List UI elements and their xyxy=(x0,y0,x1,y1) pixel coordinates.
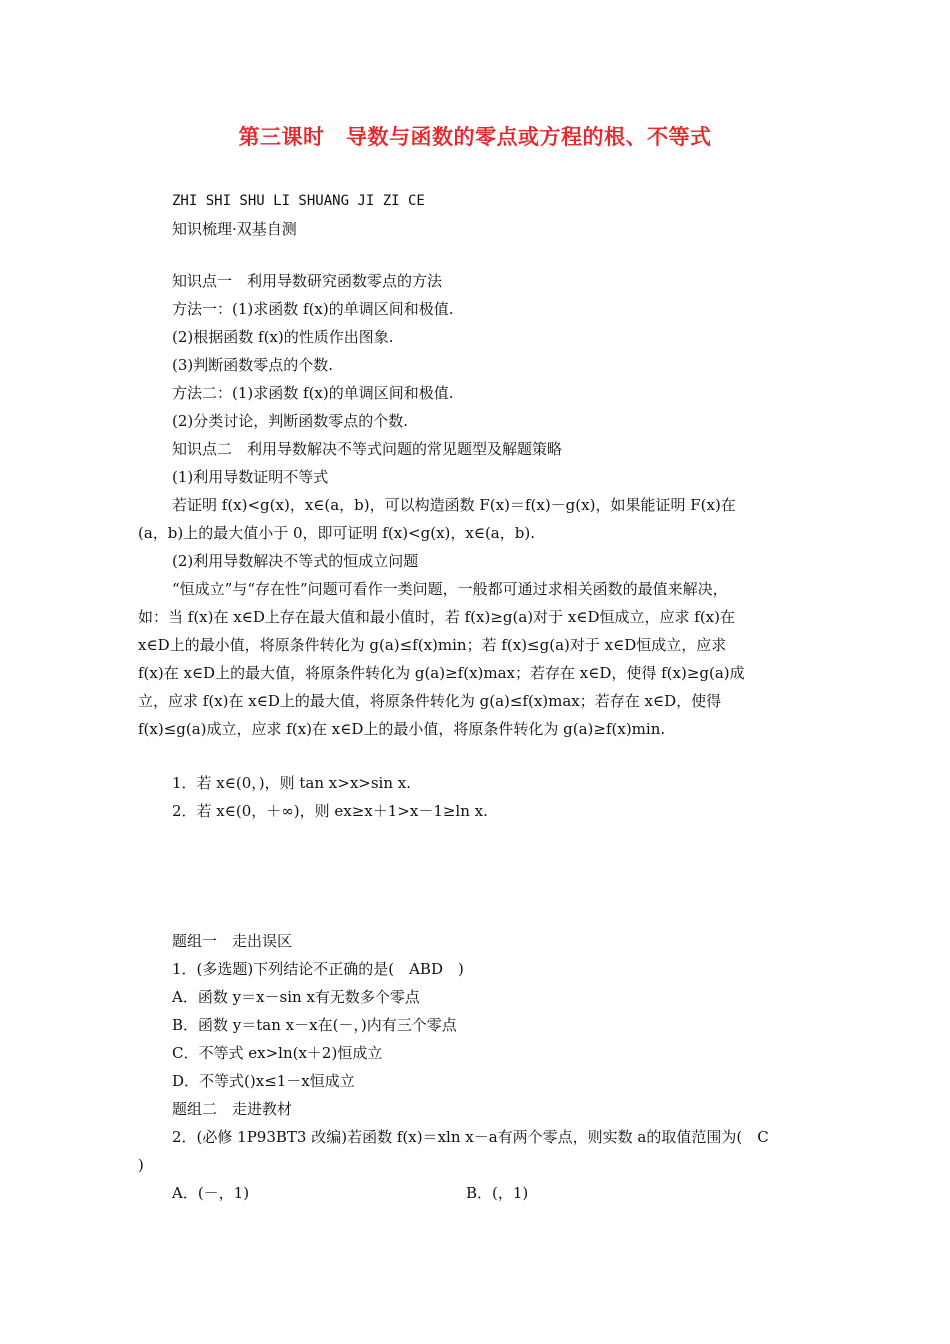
question-1: 1．(多选题)下列结论不正确的是( ABD ) xyxy=(172,960,464,978)
conclusion-2: 2．若 x∈(0，＋∞)，则 ex≥x＋1>x－1≥ln x. xyxy=(172,802,488,820)
kp2-para-2-line-5: 立，应求 f(x)在 x∈D上的最大值，将原条件转化为 g(a)≤f(x)max；若存在 x∈D，使得 xyxy=(138,692,722,710)
conclusion-1: 1．若 x∈(0，)，则 tan x>x>sin x. xyxy=(172,774,411,792)
question-2-line-1: 2．(必修 1P93BT3 改编)若函数 f(x)＝xln x－a有两个零点，则实数 a的取值范围为( C xyxy=(172,1128,769,1146)
kp1-line-1: 方法一：(1)求函数 f(x)的单调区间和极值. xyxy=(172,300,454,318)
question-2-line-2: ) xyxy=(138,1156,144,1174)
kp2-subtitle-2: (2)利用导数解决不等式的恒成立问题 xyxy=(172,552,419,570)
knowledge-point-2-title: 知识点二 利用导数解决不等式问题的常见题型及解题策略 xyxy=(172,440,563,458)
question-2-option-b: B．(，1) xyxy=(466,1184,529,1202)
exercise-group-2-title: 题组二 走进教材 xyxy=(172,1100,293,1118)
lesson-title: 第三课时 导数与函数的零点或方程的根、不等式 xyxy=(238,125,712,149)
question-2-option-a: A．(－，1) xyxy=(172,1184,250,1202)
kp1-line-3: (3)判断函数零点的个数. xyxy=(172,356,334,374)
kp2-para-2-line-4: f(x)在 x∈D上的最大值，将原条件转化为 g(a)≥f(x)max；若存在 x∈D，使得 f(x)≥g(a)成 xyxy=(138,664,745,682)
kp1-line-2: (2)根据函数 f(x)的性质作出图象. xyxy=(172,328,394,346)
question-1-option-d: D．不等式()x≤1－x恒成立 xyxy=(172,1072,355,1090)
section-heading: 知识梳理·双基自测 xyxy=(172,220,297,238)
exercise-group-1-title: 题组一 走出误区 xyxy=(172,932,293,950)
section-heading-pinyin: ZHI SHI SHU LI SHUANG JI ZI CE xyxy=(172,193,425,209)
knowledge-point-1-title: 知识点一 利用导数研究函数零点的方法 xyxy=(172,272,443,290)
kp2-subtitle-1: (1)利用导数证明不等式 xyxy=(172,468,329,486)
kp2-para-2-line-2: 如：当 f(x)在 x∈D上存在最大值和最小值时，若 f(x)≥g(a)对于 x∈D恒成立，应求 f(x)在 xyxy=(138,608,735,626)
question-1-option-b: B．函数 y＝tan x－x在(－，)内有三个零点 xyxy=(172,1016,457,1034)
kp2-para-1-line-1: 若证明 f(x)<g(x)，x∈(a，b)，可以构造函数 F(x)＝f(x)－g(x)，如果能证明 F(x)在 xyxy=(172,496,736,514)
question-1-option-a: A．函数 y＝x－sin x有无数多个零点 xyxy=(172,988,420,1006)
kp2-para-2-line-1: “恒成立”与“存在性”问题可看作一类问题，一般都可通过求相关函数的最值来解决， xyxy=(172,580,728,598)
kp2-para-1-line-2: (a，b)上的最大值小于 0，即可证明 f(x)<g(x)，x∈(a，b). xyxy=(138,524,535,542)
kp1-line-4: 方法二：(1)求函数 f(x)的单调区间和极值. xyxy=(172,384,454,402)
kp1-line-5: (2)分类讨论，判断函数零点的个数. xyxy=(172,412,409,430)
kp2-para-2-line-3: x∈D上的最小值，将原条件转化为 g(a)≤f(x)min；若 f(x)≤g(a)对于 x∈D恒成立，应求 xyxy=(138,636,727,654)
kp2-para-2-line-6: f(x)≤g(a)成立，应求 f(x)在 x∈D上的最小值，将原条件转化为 g(a)≥f(x)min. xyxy=(138,720,666,738)
question-1-option-c: C．不等式 ex>ln(x＋2)恒成立 xyxy=(172,1044,383,1062)
